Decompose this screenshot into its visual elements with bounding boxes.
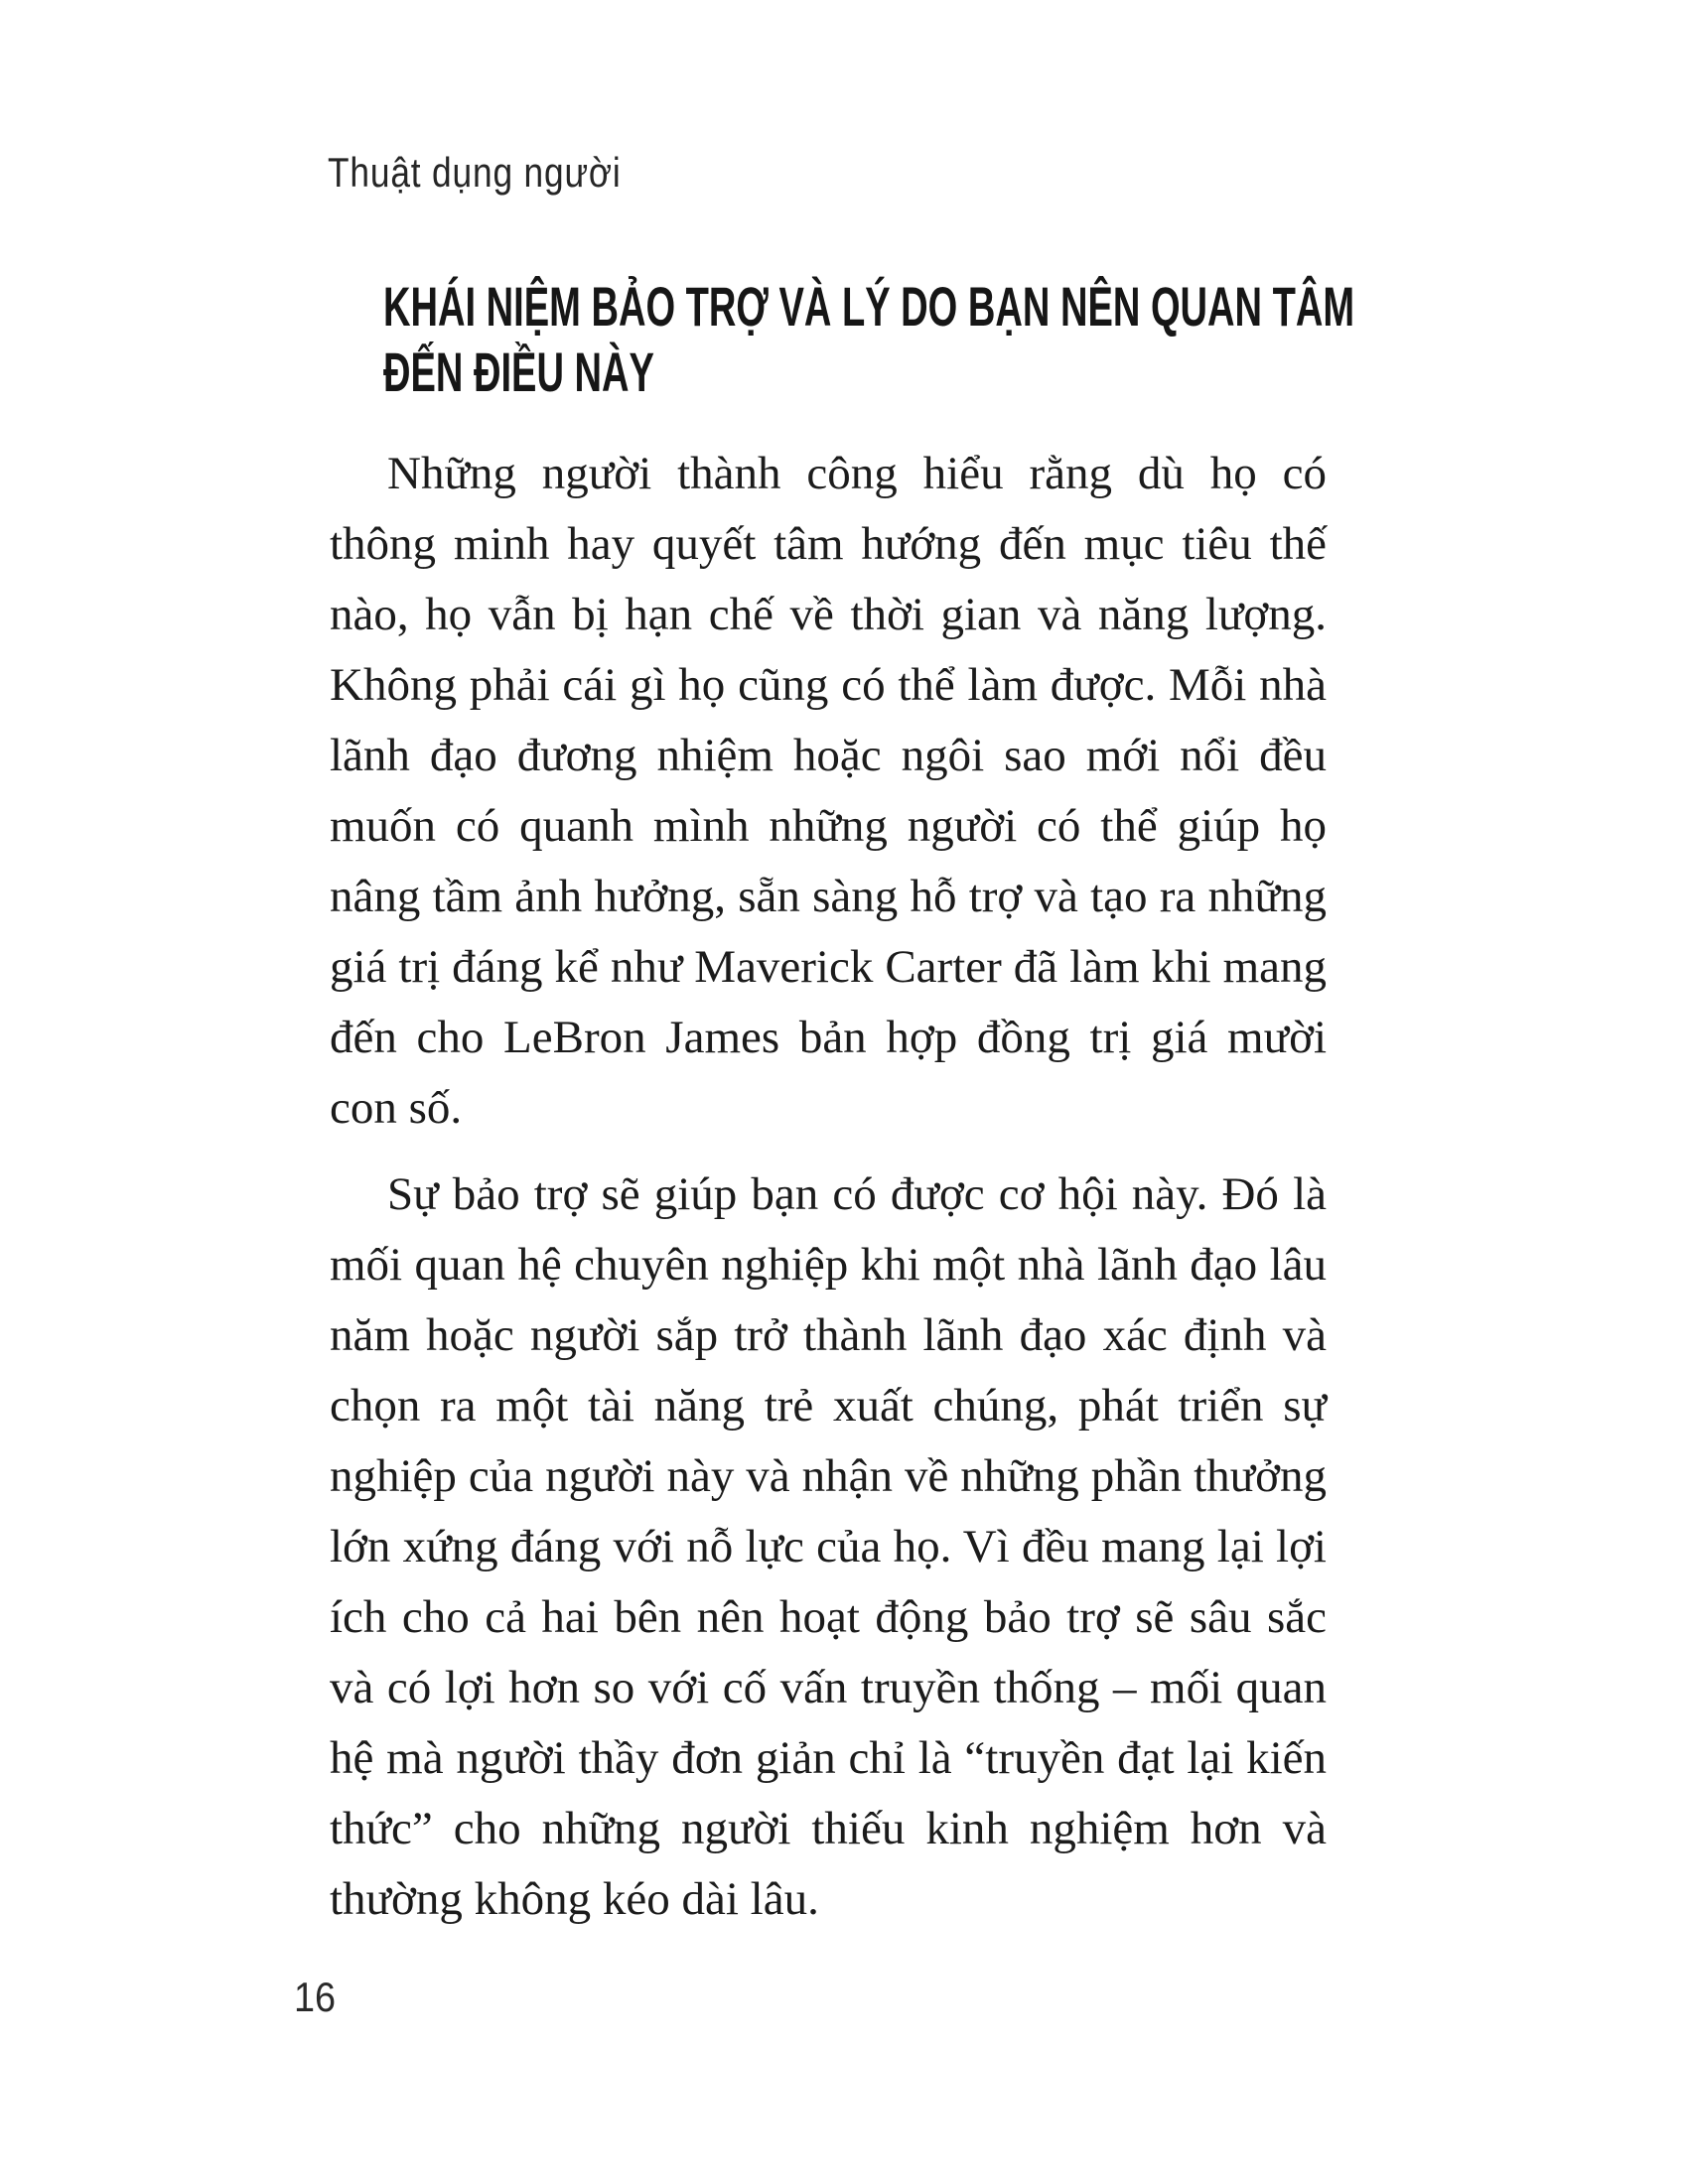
running-header: Thuật dụng người	[328, 149, 622, 196]
page-number: 16	[294, 1974, 337, 2020]
section-heading-line-2: ĐẾN ĐIỀU NÀY	[383, 341, 654, 403]
section-heading-line-1: KHÁI NIỆM BẢO TRỢ VÀ LÝ DO BẠN NÊN QUAN TÂM	[383, 275, 1355, 338]
section-heading	[383, 274, 1688, 405]
paragraph-2: Sự bảo trợ sẽ giúp bạn có được cơ hội này. Đó là mối quan hệ chuyên nghiệp khi một nhà lãnh đạo lâu năm hoặc người sắp trở thành lãnh đạo xác định và chọn ra một tài năng trẻ xuất chúng, phát triển sự nghiệp của người này và nhận về những phần thưởng lớn xứng đáng với nỗ lực của họ. Vì đều mang lại lợi ích cho cả hai bên nên hoạt động bảo trợ sẽ sâu sắc và có lợi hơn so với cố vấn truyền thống – mối quan hệ mà người thầy đơn giản chỉ là “truyền đạt lại kiến thức” cho những người thiếu kinh nghiệm hơn và thường không kéo dài lâu.	[330, 1168, 1327, 1925]
paragraph-1: Những người thành công hiểu rằng dù họ có thông minh hay quyết tâm hướng đến mục tiêu thế nào, họ vẫn bị hạn chế về thời gian và năng lượng. Không phải cái gì họ cũng có thể làm được. Mỗi nhà lãnh đạo đương nhiệm hoặc ngôi sao mới nổi đều muốn có quanh mình những người có thể giúp họ nâng tầm ảnh hưởng, sẵn sàng hỗ trợ và tạo ra những giá trị đáng kể như Maverick Carter đã làm khi mang đến cho LeBron James bản hợp đồng trị giá mười con số.	[330, 448, 1327, 1134]
body-text	[330, 439, 1327, 1935]
